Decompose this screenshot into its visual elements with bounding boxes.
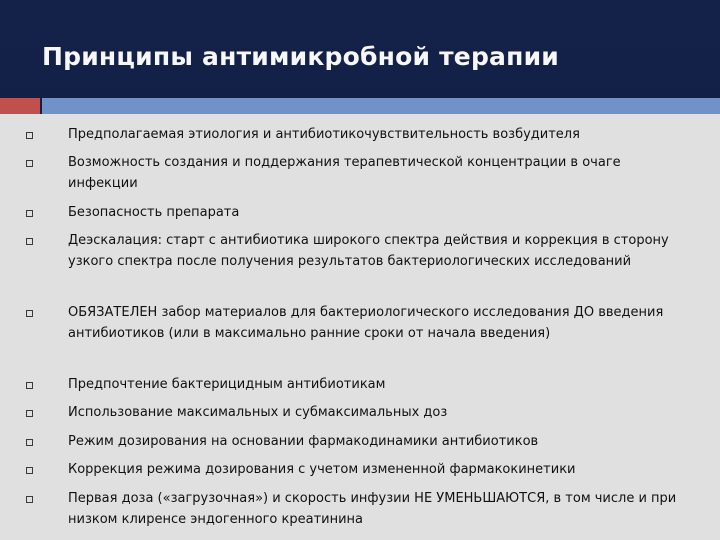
square-bullet-icon xyxy=(26,410,33,417)
square-bullet-icon xyxy=(26,496,33,503)
square-bullet-icon xyxy=(26,467,33,474)
square-bullet-icon xyxy=(26,132,33,139)
list-item-text: Деэскалация: старт с антибиотика широкого спектра действия и коррекция в сторону узкого спектра после получения результатов бактериологических исследований xyxy=(68,233,669,269)
square-bullet-icon xyxy=(26,238,33,245)
slide-title: Принципы антимикробной терапии xyxy=(42,42,560,71)
list-item-text: Безопасность препарата xyxy=(68,205,240,220)
list-item-text: Предпочтение бактерицидным антибиотикам xyxy=(68,377,386,392)
square-bullet-icon xyxy=(26,382,33,389)
list-item-text: ОБЯЗАТЕЛЕН забор материалов для бактериологического исследования ДО введения антибиотиков (или в максимально ранние сроки от начала введения) xyxy=(68,305,664,341)
content-panel xyxy=(0,114,720,540)
square-bullet-icon xyxy=(26,160,33,167)
title-accent-red-bar xyxy=(0,98,40,114)
list-item-text: Возможность создания и поддержания терапевтической концентрации в очаге инфекции xyxy=(68,155,621,191)
list-item-text: Первая доза («загрузочная») и скорость инфузии НЕ УМЕНЬШАЮТСЯ, в том числе и при низком клиренсе эндогенного креатинина xyxy=(68,491,677,527)
list-item-text: Использование максимальных и субмаксимальных доз xyxy=(68,405,448,420)
list-item-text: Режим дозирования на основании фармакодинамики антибиотиков xyxy=(68,434,539,449)
list-item-text: Коррекция режима дозирования с учетом измененной фармакокинетики xyxy=(68,462,576,477)
title-accent-blue-bar xyxy=(42,98,720,114)
list-item-text: Предполагаемая этиология и антибиотикочувствительность возбудителя xyxy=(68,127,580,142)
square-bullet-icon xyxy=(26,310,33,317)
square-bullet-icon xyxy=(26,210,33,217)
square-bullet-icon xyxy=(26,439,33,446)
